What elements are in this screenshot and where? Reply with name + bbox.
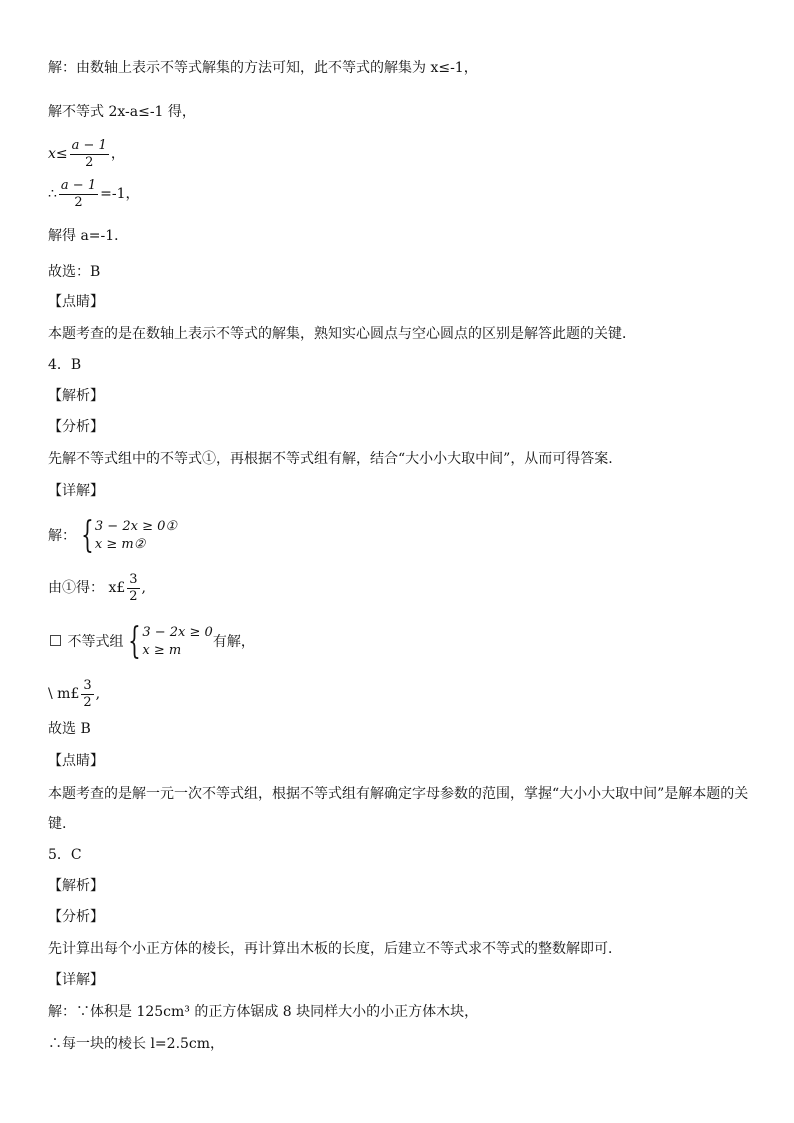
answer-line: 故选 B [48, 721, 91, 737]
fraction-denominator: 2 [85, 154, 94, 170]
section-heading: 【详解】 [48, 483, 104, 499]
fraction-line [48, 676, 100, 712]
inequality-system-line [48, 514, 177, 558]
math-text: =-1， [100, 186, 140, 202]
fraction-line [48, 570, 146, 606]
commentary-text: 本题考查的是解一元一次不等式组，根据不等式组有解确定字母参数的范围，掌握“大小小大取中间”是解本题的关 [48, 786, 749, 802]
fraction-numerator: a − 1 [71, 137, 107, 153]
section-heading: 【分析】 [48, 909, 104, 925]
math-text: 有解， [212, 634, 255, 650]
answer-line: 故选：B [48, 264, 101, 280]
fraction-line [48, 176, 139, 212]
section-heading: 【详解】 [48, 972, 104, 988]
solution-line: 解：由数轴上表示不等式解集的方法可知，此不等式的解集为 x≤-1， [48, 60, 478, 76]
math-text: 由①得： x£ [48, 580, 126, 596]
system-row: x ≥ m [142, 643, 182, 658]
placeholder-box-icon [50, 635, 61, 646]
section-heading: 【解析】 [48, 388, 104, 404]
solution-line: 解不等式 2x-a≤-1 得， [48, 104, 196, 120]
fraction [81, 678, 93, 711]
solution-label: 解： [48, 528, 76, 544]
fraction-denominator: 2 [129, 588, 138, 604]
inequality-system [123, 621, 213, 662]
fraction-numerator: 3 [83, 677, 92, 693]
system-row: x ≥ m② [94, 537, 146, 552]
fraction-numerator: 3 [129, 571, 138, 587]
fraction [59, 178, 98, 211]
inequality-system [76, 515, 178, 556]
fraction [70, 138, 109, 171]
left-brace: { [81, 515, 94, 556]
question-number: 5．C [48, 847, 82, 863]
fraction-denominator: 2 [83, 694, 92, 710]
question-number: 4．B [48, 357, 82, 373]
math-text: ， [110, 146, 125, 162]
math-text: , [141, 580, 146, 596]
therefore-symbol: ∴ [48, 186, 57, 202]
commentary-text: 本题考查的是在数轴上表示不等式的解集，熟知实心圆点与空心圆点的区别是解答此题的关键． [48, 326, 636, 342]
solution-line: 解：∵体积是 125cm³ 的正方体锯成 8 块同样大小的小正方体木块， [48, 1004, 479, 1020]
analysis-text: 先计算出每个小正方体的棱长，再计算出木板的长度，后建立不等式求不等式的整数解即可． [48, 941, 622, 957]
math-text: \ m£ [48, 686, 80, 702]
fraction [127, 572, 139, 605]
section-heading: 【点睛】 [48, 294, 104, 310]
section-heading: 【点睛】 [48, 753, 104, 769]
section-heading: 【分析】 [48, 419, 104, 435]
system-row: 3 − 2x ≥ 0① [94, 519, 178, 534]
fraction-numerator: a − 1 [60, 177, 97, 193]
math-text: x≤ [48, 146, 68, 162]
math-text: , [95, 686, 101, 702]
solution-line: 解得 a=-1． [48, 228, 129, 244]
system-row: 3 − 2x ≥ 0 [142, 625, 213, 640]
section-heading: 【解析】 [48, 878, 104, 894]
inequality-system-line [48, 620, 255, 664]
analysis-text: 先解不等式组中的不等式①，再根据不等式组有解，结合“大小小大取中间”，从而可得答案. [48, 451, 613, 467]
solution-line: ∴每一块的棱长 l=2.5cm， [48, 1036, 225, 1052]
commentary-text: 键. [48, 816, 67, 832]
fraction-denominator: 2 [74, 194, 83, 210]
left-brace: { [128, 621, 142, 662]
fraction-line [48, 136, 125, 172]
math-text: 不等式组 [67, 634, 124, 650]
